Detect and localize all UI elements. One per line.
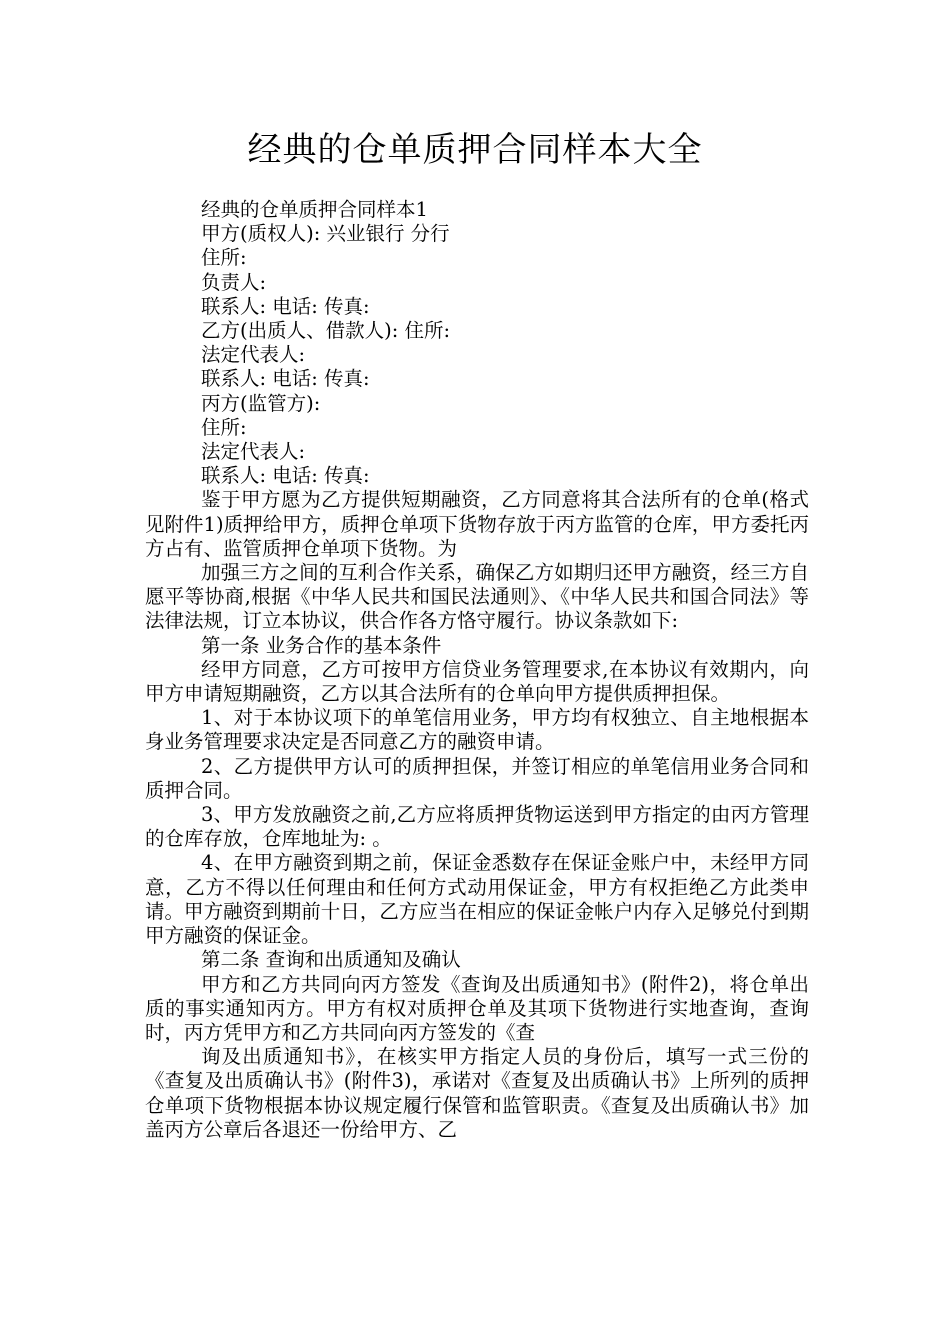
article-2-paragraph-1: 甲方和乙方共同向丙方签发《查询及出质通知书》(附件2)，将仓单出质的事实通知丙方。甲方有权对质押仓单及其项下货物进行实地查询，查询时，丙方凭甲方和乙方共同向丙方签发的《查 bbox=[145, 972, 809, 1044]
party-a-address: 住所: bbox=[201, 246, 247, 270]
party-c-representative: 法定代表人: bbox=[201, 440, 306, 464]
party-a-line: 甲方(质权人): 兴业银行 分行 bbox=[201, 222, 450, 246]
party-b-representative: 法定代表人: bbox=[201, 343, 306, 367]
party-c-contact: 联系人: 电话: 传真: bbox=[201, 464, 370, 488]
article-1-intro: 经甲方同意，乙方可按甲方信贷业务管理要求,在本协议有效期内，向甲方申请短期融资，乙方以其合法所有的仓单向甲方提供质押担保。 bbox=[145, 657, 809, 706]
document-body bbox=[145, 198, 809, 1142]
article-1-item-3: 3、甲方发放融资之前,乙方应将质押货物运送到甲方指定的由丙方管理的仓库存放，仓库地址为: 。 bbox=[145, 803, 809, 851]
article-1-item-2: 2、乙方提供甲方认可的质押担保，并签订相应的单笔信用业务合同和质押合同。 bbox=[145, 754, 809, 802]
party-b-line: 乙方(出质人、借款人): 住所: bbox=[201, 319, 451, 343]
paragraph-purpose: 加强三方之间的互利合作关系，确保乙方如期归还甲方融资，经三方自愿平等协商,根据《中华人民共和国民法通则》、《中华人民共和国合同法》等法律法规，订立本协议，供合作各方恪守履行。协议条款如下: bbox=[145, 561, 809, 633]
party-c-line: 丙方(监管方): bbox=[201, 391, 321, 415]
article-1-item-1: 1、对于本协议项下的单笔信用业务，甲方均有权独立、自主地根据本身业务管理要求决定是否同意乙方的融资申请。 bbox=[145, 706, 809, 754]
subtitle-line: 经典的仓单质押合同样本1 bbox=[201, 198, 428, 221]
paragraph-recital: 鉴于甲方愿为乙方提供短期融资，乙方同意将其合法所有的仓单(格式见附件1)质押给甲方，质押仓单项下货物存放于丙方监管的仓库，甲方委托丙方占有、监管质押仓单项下货物。为 bbox=[145, 488, 809, 560]
party-b-contact: 联系人: 电话: 传真: bbox=[201, 367, 370, 391]
article-2-paragraph-2: 询及出质通知书》，在核实甲方指定人员的身份后，填写一式三份的《查复及出质确认书》(附件3)，承诺对《查复及出质确认书》上所列的质押仓单项下货物根据本协议规定履行保管和监管职责。《查复及出质确认书》加盖丙方公章后各退还一份给甲方、乙 bbox=[145, 1045, 809, 1141]
article-1-heading: 第一条 业务合作的基本条件 bbox=[201, 633, 442, 657]
document-title: 经典的仓单质押合同样本大全 bbox=[247, 130, 703, 170]
party-a-principal: 负责人: bbox=[201, 270, 267, 294]
article-1-item-4: 4、在甲方融资到期之前，保证金悉数存在保证金账户中，未经甲方同意，乙方不得以任何理由和任何方式动用保证金，甲方有权拒绝乙方此类申请。甲方融资到期前十日，乙方应当在相应的保证金帐户内存入足够兑付到期甲方融资的保证金。 bbox=[145, 851, 809, 948]
party-a-contact: 联系人: 电话: 传真: bbox=[201, 294, 370, 318]
article-2-heading: 第二条 查询和出质通知及确认 bbox=[201, 948, 461, 972]
party-c-address: 住所: bbox=[201, 415, 247, 439]
